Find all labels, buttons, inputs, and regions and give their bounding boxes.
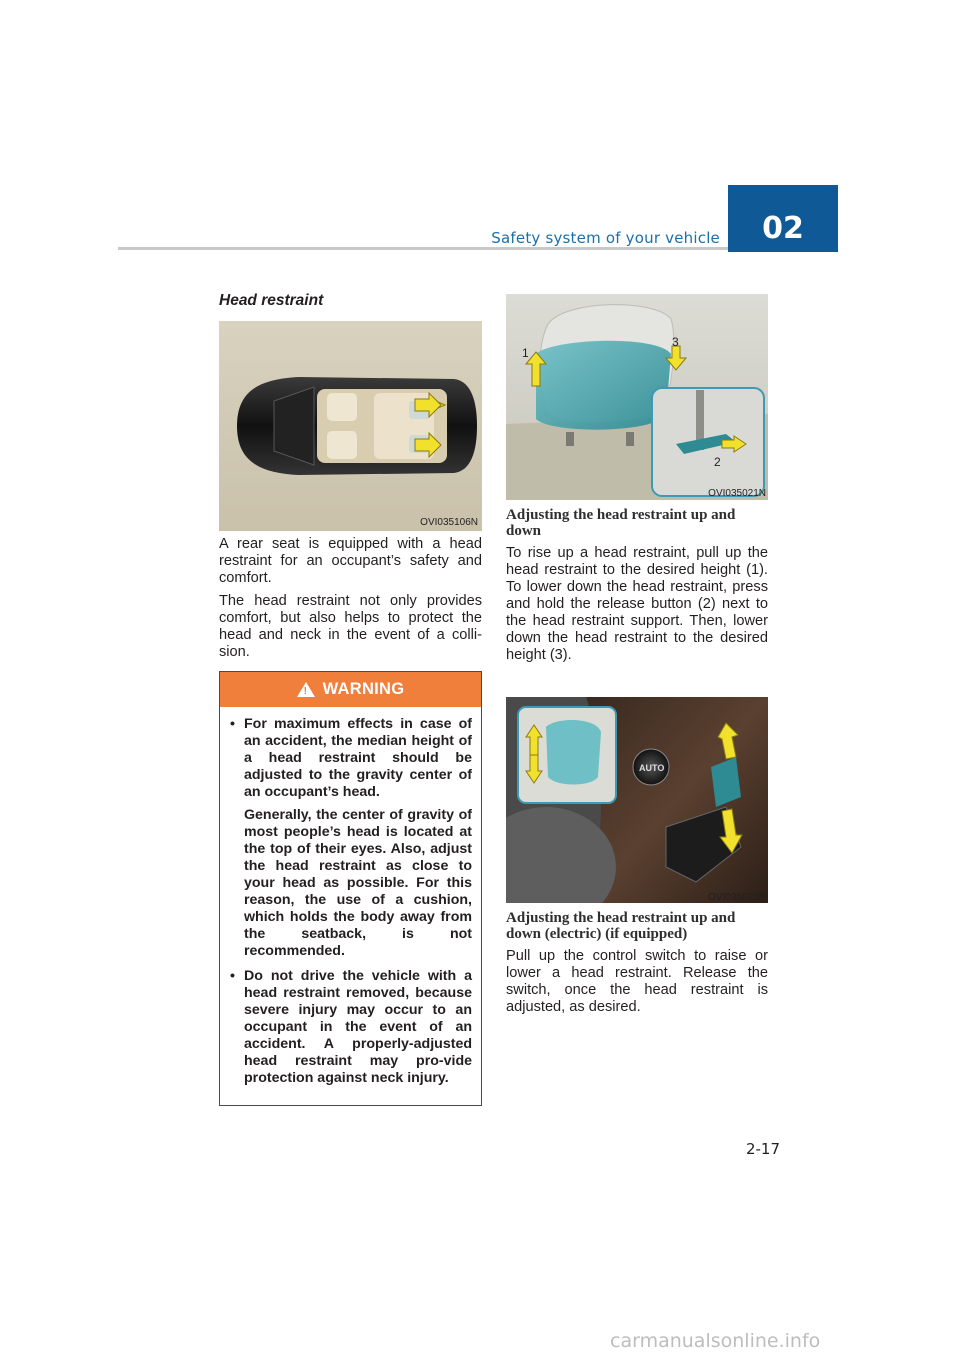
subheading-up-down: Adjusting the head restraint up and down	[506, 507, 736, 539]
warning-item	[230, 716, 472, 960]
warning-item-2: Do not drive the vehicle with a head restraint removed, because severe injury may occur to an occupant in the event of an accident. A properly-adjusted head restraint may pro-vide protection against neck injury.	[244, 968, 472, 1086]
figure-code-head-restraint: OVI035021N	[708, 488, 766, 499]
callout-3: 3	[672, 335, 679, 349]
left-para-2: The head restraint not only provides comfort, but also helps to protect the head and neck in the event of a colli-sion.	[219, 593, 482, 660]
head-restraint-illustration	[506, 294, 768, 500]
warning-item-1-para-2: Generally, the center of gravity of most people’s head is located at the top of their eyes. Also, adjust the head restraint as close to your head as possible. For this reason, the use of a cushion, which holds the body away from the seatback, is not recommended.	[244, 807, 472, 959]
warning-list	[220, 707, 481, 1087]
bullet: •	[230, 716, 235, 732]
watermark: carmanualsonline.info	[610, 1330, 821, 1352]
warning-item	[230, 968, 472, 1087]
header-section-title: Safety system of your vehicle	[491, 229, 720, 247]
auto-label: AUTO	[639, 763, 665, 773]
head-restraint-figure	[506, 294, 768, 500]
car-top-view-illustration	[219, 321, 482, 531]
bullet: •	[230, 968, 235, 984]
page-number: 2-17	[745, 1140, 780, 1158]
right-para-1: To rise up a head restraint, pull up the head restraint to the desired height (1). To lower down the head restraint, press and hold the release button (2) next to the head restraint support. Then, lower down the head restraint to the desired height (3).	[506, 545, 768, 663]
car-top-view-figure	[219, 321, 482, 531]
section-title: Head restraint	[219, 292, 324, 309]
warning-triangle-icon: !	[297, 682, 315, 697]
electric-switch-illustration	[506, 697, 768, 903]
callout-2: 2	[714, 455, 721, 469]
chapter-tab: 02	[728, 185, 838, 252]
right-para-2: Pull up the control switch to raise or lower a head restraint. Release the switch, once the head restraint is adjusted, as desired.	[506, 948, 768, 1015]
callout-1: 1	[522, 346, 529, 360]
warning-box	[219, 671, 482, 1106]
figure-code-electric-switch: OVI035023N	[708, 892, 766, 903]
left-column-text	[219, 536, 482, 667]
header-rule	[118, 247, 728, 250]
warning-title: WARNING	[322, 680, 405, 698]
left-para-1: A rear seat is equipped with a head restraint for an occupant’s safety and comfort.	[219, 536, 482, 586]
figure-code-car-top: OVI035106N	[420, 517, 478, 528]
warning-item-1-para-1: For maximum effects in case of an accident, the median height of a head restraint should be adjusted to the gravity center of an occupant’s head.	[244, 716, 472, 800]
subheading-electric: Adjusting the head restraint up and down (electric) (if equipped)	[506, 910, 736, 942]
electric-switch-figure	[506, 697, 768, 903]
warning-header	[220, 672, 481, 707]
